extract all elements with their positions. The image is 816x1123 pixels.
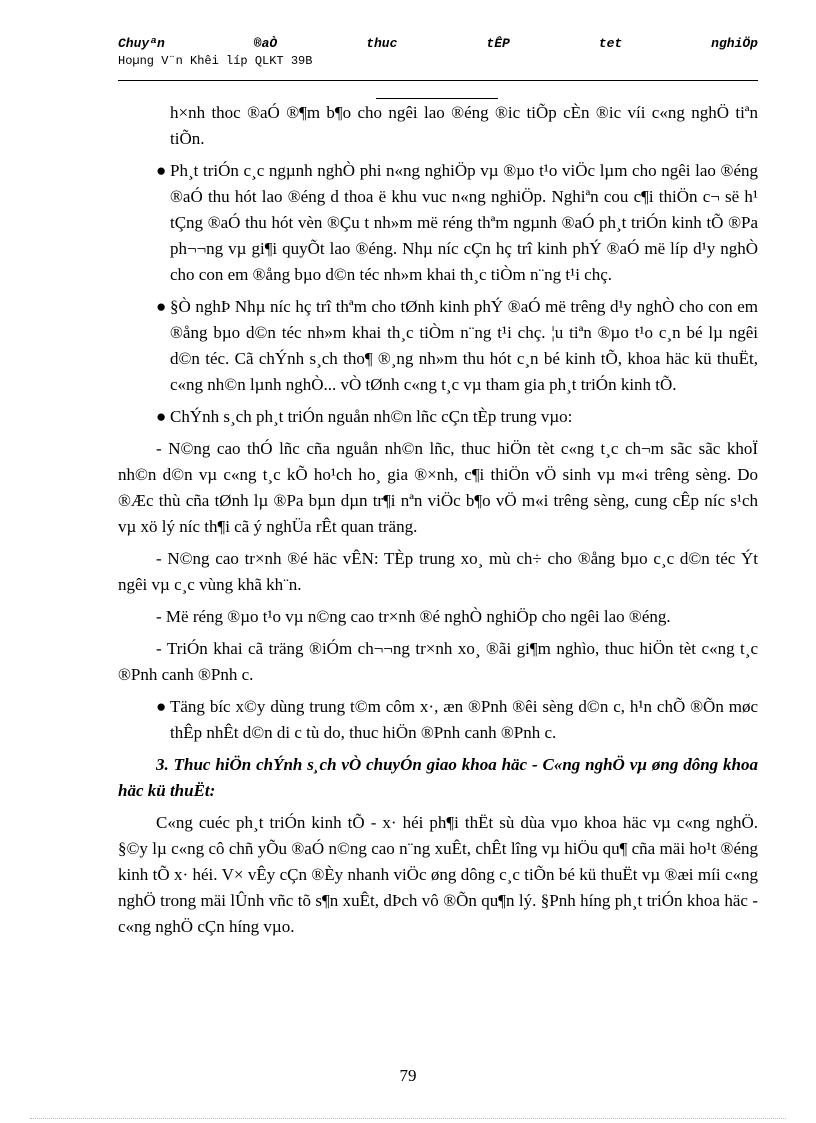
bullet-icon: ● (156, 297, 167, 316)
bullet-text: ChÝnh s¸ch ph¸t triÓn nguån nh©n lñc cÇn tÈp trung vµo: (170, 407, 573, 426)
header-title (118, 36, 758, 51)
paragraph: - TriÓn khai cã träng ®iÓm ch¬¬ng tr×nh xo¸ ®ãi gi¶m nghìo, thuc hiÖn tèt c«ng t¸c ®Pnh canh ®Pnh c. (118, 639, 758, 684)
paragraph-continuation: h×nh thoc ®aÓ ®¶m b¶o cho ngêi lao ®éng ®ic tiÕp cÈn ®ic víi c«ng nghÖ tiªn tiÕn. (170, 103, 758, 148)
paragraph: - Më réng ®µo t¹o vµ n©ng cao tr×nh ®é nghÒ nghiÖp cho ngêi lao ®éng. (156, 607, 671, 626)
page-number: 79 (399, 1066, 417, 1085)
header-word: tÊP (486, 36, 510, 51)
bullet-icon: ● (156, 697, 167, 716)
header-word: nghiÖp (711, 36, 758, 51)
bullet-item (118, 694, 758, 746)
paragraph: - N©ng cao thÓ lñc cña nguån nh©n lñc, thuc hiÖn tèt c«ng t¸c ch¬m sãc sãc khoÏ nh©n d©n vµ c«ng t¸c kÕ ho¹ch ho¸ gia ®×nh, c¶i thiÖn vÖ sinh vµ m«i trêng sèng. Do ®Æc thù cña tØnh lµ ®Pa bµn dµn tr¶i nªn viÖc b¶o vÖ m«i trêng sèng, cung cÊp níc s¹ch vµ xö lý níc th¶i cã ý nghÜa rÊt quan träng. (118, 439, 758, 536)
header-word: tet (598, 36, 623, 51)
document-body (118, 100, 758, 946)
bullet-item (118, 404, 758, 430)
bullet-item (118, 158, 758, 288)
header-author: Hoµng V¨n Khêi líp QLKT 39B (118, 54, 313, 68)
bullet-text: Ph¸t triÓn c¸c ngµnh nghÒ phi n«ng nghiÖp vµ ®µo t¹o viÖc lµm cho ngêi lao ®éng ®aÓ thu hót lao ®éng d thoa ë khu vuc n«ng nghiÖp. Nghiªn cou c¶i thiÖn c¬ së h¹ tÇng ®aÓ thu hót vèn ®Çu t nh»m më réng thªm ngµnh ®aÓ ph¸t triÓn kinh tÕ ®Pa ph¬¬ng vµ gi¶i quyÕt lao ®éng. Nhµ níc cÇn hç trî kinh phÝ ®aÓ më líp d¹y nghÒ cho con em ®ång bµo d©n téc nh»m khai th¸c tiÒm n¨ng t¹i chç. (170, 161, 758, 284)
bullet-text: §Ò nghÞ Nhµ níc hç trî thªm cho tØnh kinh phÝ ®aÓ më trêng d¹y nghÒ cho con em ®ång bµo d©n téc nh»m khai th¸c tiÒm n¨ng t¹i chç. ¦u tiªn ®µo t¹o c¸n bé lµ ngêi d©n téc. Cã chÝnh s¸ch tho¶ ®¸ng nh»m thu hót c¸n bé kinh tÕ, khoa häc kü thuËt, c«ng nh©n lµnh nghÒ... vÒ tØnh c«ng t¸c vµ tham gia ph¸t triÓn kinh tÕ. (170, 297, 758, 394)
header-word: thuc (366, 36, 398, 51)
header-word: ®aÒ (253, 36, 278, 51)
bullet-item (118, 294, 758, 398)
bullet-icon: ● (156, 407, 167, 426)
paragraph: C«ng cuéc ph¸t triÓn kinh tÕ - x· héi ph¶i thËt sù dùa vµo khoa häc vµ c«ng nghÖ. §©y lµ c«ng cô chñ yÕu ®aÓ n©ng cao n¨ng xuÊt, chÊt lîng vµ hiÖu qu¶ cña mäi ho¹t ®éng kinh tÕ x· héi. V× vÊy cÇn ®Èy nhanh viÖc øng dông c¸c tiÕn bé kü thuËt vµ ®æi míi c«ng nghÖ trong mäi lÛnh vñc tõ s¶n xuÊt, dÞch vô ®Õn qu¶n lý. §Pnh híng ph¸t triÓn khoa häc - c«ng nghÖ cÇn híng vµo. (118, 813, 758, 936)
page-bottom-border (30, 1118, 786, 1119)
header-rule (118, 80, 758, 81)
header-short-rule (376, 98, 498, 99)
paragraph: - N©ng cao tr×nh ®é häc vÊN: TÈp trung xo¸ mù ch÷ cho ®ång bµo c¸c d©n téc Ýt ngêi vµ c¸c vùng khã kh¨n. (118, 549, 758, 594)
section-heading: 3. Thuc hiÖn chÝnh s¸ch vÒ chuyÓn giao khoa häc - C«ng nghÖ vµ øng dông khoa häc kü thuËt: (118, 755, 758, 800)
bullet-text: Täng bíc x©y dùng trung t©m côm x·, æn ®Pnh ®êi sèng d©n c, h¹n chÕ ®Õn møc thÊp nhÊt d©n di c tù do, thuc hiÖn ®Pnh canh ®Pnh c. (170, 697, 758, 742)
header-word: Chuyªn (118, 36, 165, 51)
bullet-icon: ● (156, 161, 167, 180)
page-header (118, 36, 758, 68)
